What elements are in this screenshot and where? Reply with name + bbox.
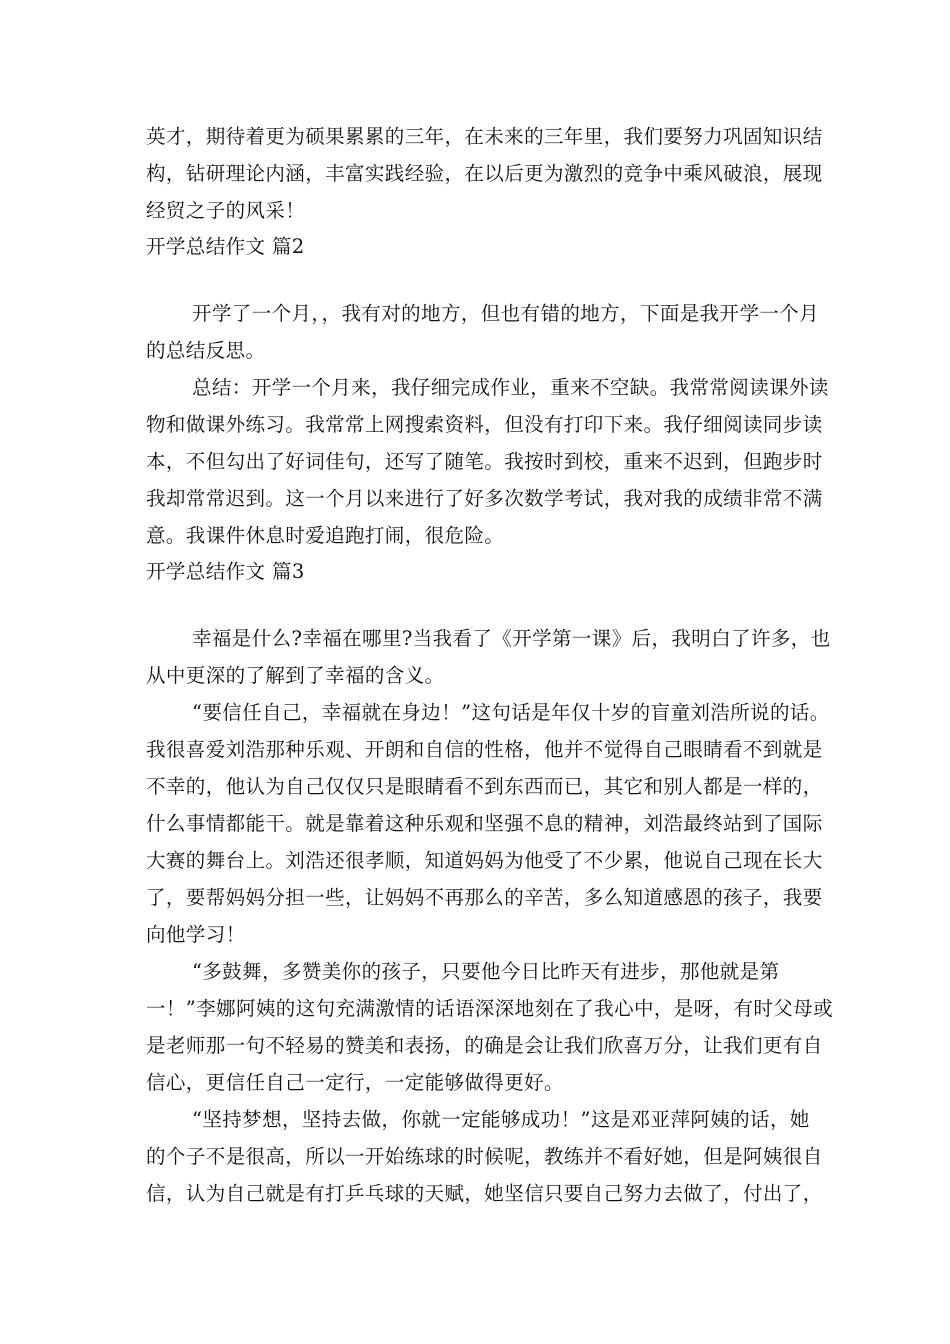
text-line: 英才，期待着更为硕果累累的三年，在未来的三年里，我们要努力巩固知识结 <box>146 125 823 148</box>
text-line: 一！”李娜阿姨的这句充满激情的话语深深地刻在了我心中，是呀，有时父母或 <box>146 997 833 1020</box>
text-line: 大赛的舞台上。刘浩还很孝顺，知道妈妈为他受了不少累，他说自己现在长大 <box>146 849 823 872</box>
section-3-title: 开学总结作文 篇3 <box>146 560 305 583</box>
section-2-body <box>146 295 829 554</box>
intro-paragraph <box>146 118 823 229</box>
section-2-title: 开学总结作文 篇2 <box>146 235 305 258</box>
text-line: 开学了一个月，，我有对的地方，但也有错的地方，下面是我开学一个月 <box>192 302 820 325</box>
text-line: 的个子不是很高，所以一开始练球的时候呢，教练并不看好她，但是阿姨很自 <box>146 1145 823 1168</box>
text-line: 构，钻研理论内涵，丰富实践经验，在以后更为激烈的竞争中乘风破浪，展现 <box>146 162 823 185</box>
text-line: “多鼓舞，多赞美你的孩子，只要他今日比昨天有进步，那他就是第 <box>192 960 780 983</box>
text-line: 幸福是什么?幸福在哪里?当我看了《开学第一课》后，我明白了许多，也 <box>192 627 831 650</box>
text-line: 的总结反思。 <box>146 339 266 362</box>
text-line: 从中更深的了解到了幸福的含义。 <box>146 664 445 687</box>
text-line: 不幸的，他认为自己仅仅只是眼睛看不到东西而已，其它和别人都是一样的， <box>146 775 823 798</box>
section-3-body <box>146 620 833 1212</box>
text-line: “坚持梦想，坚持去做，你就一定能够成功！”这是邓亚萍阿姨的话，她 <box>192 1108 810 1131</box>
text-line: 什么事情都能干。就是靠着这种乐观和坚强不息的精神，刘浩最终站到了国际 <box>146 812 823 835</box>
document-page <box>146 118 833 1212</box>
text-line: 了，要帮妈妈分担一些，让妈妈不再那么的辛苦，多么知道感恩的孩子，我要 <box>146 886 823 909</box>
text-line: 信心，更信任自己一定行，一定能够做得更好。 <box>146 1071 564 1094</box>
section-spacer <box>146 590 812 620</box>
text-line: 是老师那一句不轻易的赞美和表扬，的确是会让我们欣喜万分，让我们更有自 <box>146 1034 823 1057</box>
text-line: 信，认为自己就是有打乒乓球的天赋，她坚信只要自己努力去做了，付出了， <box>146 1182 823 1205</box>
text-line: 意。我课件休息时爱追跑打闹，很危险。 <box>146 524 505 547</box>
text-line: 物和做课外练习。我常常上网搜索资料，但没有打印下来。我仔细阅读同步读 <box>146 413 823 436</box>
text-line: 我很喜爱刘浩那种乐观、开朗和自信的性格，他并不觉得自己眼睛看不到就是 <box>146 738 823 761</box>
text-line: 我却常常迟到。这一个月以来进行了好多次数学考试，我对我的成绩非常不满 <box>146 487 823 510</box>
text-line: 本，不但勾出了好词佳句，还写了随笔。我按时到校，重来不迟到，但跑步时 <box>146 450 823 473</box>
text-line: 经贸之子的风采！ <box>146 199 306 222</box>
section-spacer <box>146 265 812 295</box>
text-line: “要信任自己，幸福就在身边！”这句话是年仅十岁的盲童刘浩所说的话。 <box>192 701 830 724</box>
text-line: 总结：开学一个月来，我仔细完成作业，重来不空缺。我常常阅读课外读 <box>192 376 829 399</box>
text-line: 向他学习！ <box>146 923 246 946</box>
